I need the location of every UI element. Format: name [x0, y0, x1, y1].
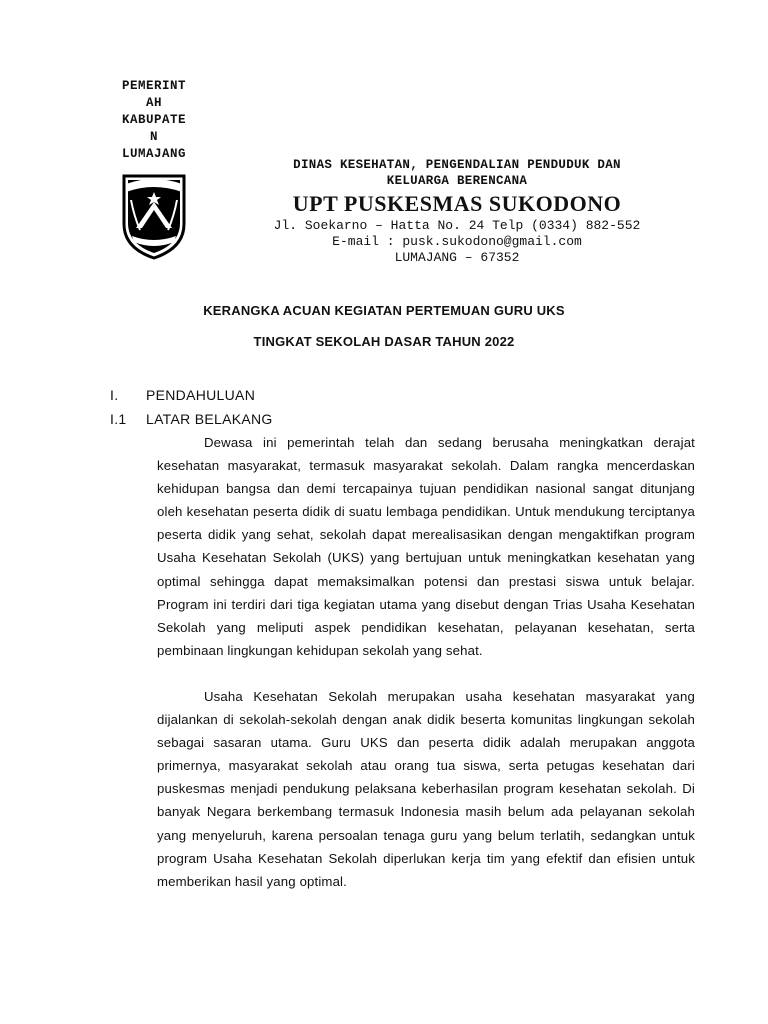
lumajang-emblem-icon	[118, 170, 190, 262]
paragraph-1: Dewasa ini pemerintah telah dan sedang berusaha meningkatkan derajat kesehatan masyarakat, termasuk masyarakat sekolah. Dalam rangka mencerdaskan kehidupan bangsa dan demi tercapainya tujuan pendidikan nasional sangat ditunjang oleh kesehatan peserta didik di suatu lembaga pendidikan. Untuk mendukung terciptanya peserta didik yang sehat, sekolah dapat merealisasikan dengan mengaktifkan program Usaha Kesehatan Sekolah (UKS) yang bertujuan untuk meningkatkan kesehatan yang optimal sehingga dapat memaksimalkan potensi dan prestasi siswa untuk belajar. Program ini terdiri dari tiga kegiatan utama yang disebut dengan Trias Usaha Kesehatan Sekolah yang meliputi aspek pendidikan kesehatan, pelayanan kesehatan, serta pembinaan lingkungan kehidupan sekolah yang sehat.	[157, 435, 695, 658]
letterhead-center	[222, 157, 692, 266]
document-title-line2: TINGKAT SEKOLAH DASAR TAHUN 2022	[253, 334, 515, 349]
address: Jl. Soekarno – Hatta No. 24 Telp (0334) 882-552	[273, 218, 641, 233]
email: E-mail : pusk.sukodono@gmail.com	[332, 234, 582, 249]
section-number: I.	[110, 387, 119, 403]
section-title: PENDAHULUAN	[146, 387, 256, 403]
government-label: PEMERINT AH KABUPATE N LUMAJANG	[121, 79, 186, 161]
agency-name-line2: KELUARGA BERENCANA	[386, 174, 528, 188]
section-heading-latar-belakang	[110, 411, 273, 427]
agency-name-line1: DINAS KESEHATAN, PENGENDALIAN PENDUDUK DAN	[293, 158, 621, 172]
institution-name: UPT PUSKESMAS SUKODONO	[292, 191, 622, 216]
city-postal: LUMAJANG – 67352	[394, 250, 520, 265]
section-heading-pendahuluan	[110, 387, 255, 403]
document-title-line1: KERANGKA ACUAN KEGIATAN PERTEMUAN GURU UKS	[203, 303, 565, 318]
paragraph-2: Usaha Kesehatan Sekolah merupakan usaha kesehatan masyarakat yang dijalankan di sekolah-sekolah dengan anak didik beserta komunitas lingkungan sekolah sebagai sasaran utama. Guru UKS dan peserta didik adalah merupakan anggota primernya, masyarakat sekolah atau orang tua siswa, serta petugas kesehatan dari puskesmas menjadi pendukung pelaksana keberhasilan program kesehatan sekolah. Di banyak Negara berkembang termasuk Indonesia masih belum ada pelayanan sekolah yang menyeluruh, karena persoalan tenaga guru yang belum terlatih, sedangkan untuk program Usaha Kesehatan Sekolah diperlukan kerja tim yang efektif dan efisien untuk memberikan hasil yang optimal.	[157, 689, 695, 889]
section-number: I.1	[110, 411, 127, 427]
section-title: LATAR BELAKANG	[146, 411, 273, 427]
